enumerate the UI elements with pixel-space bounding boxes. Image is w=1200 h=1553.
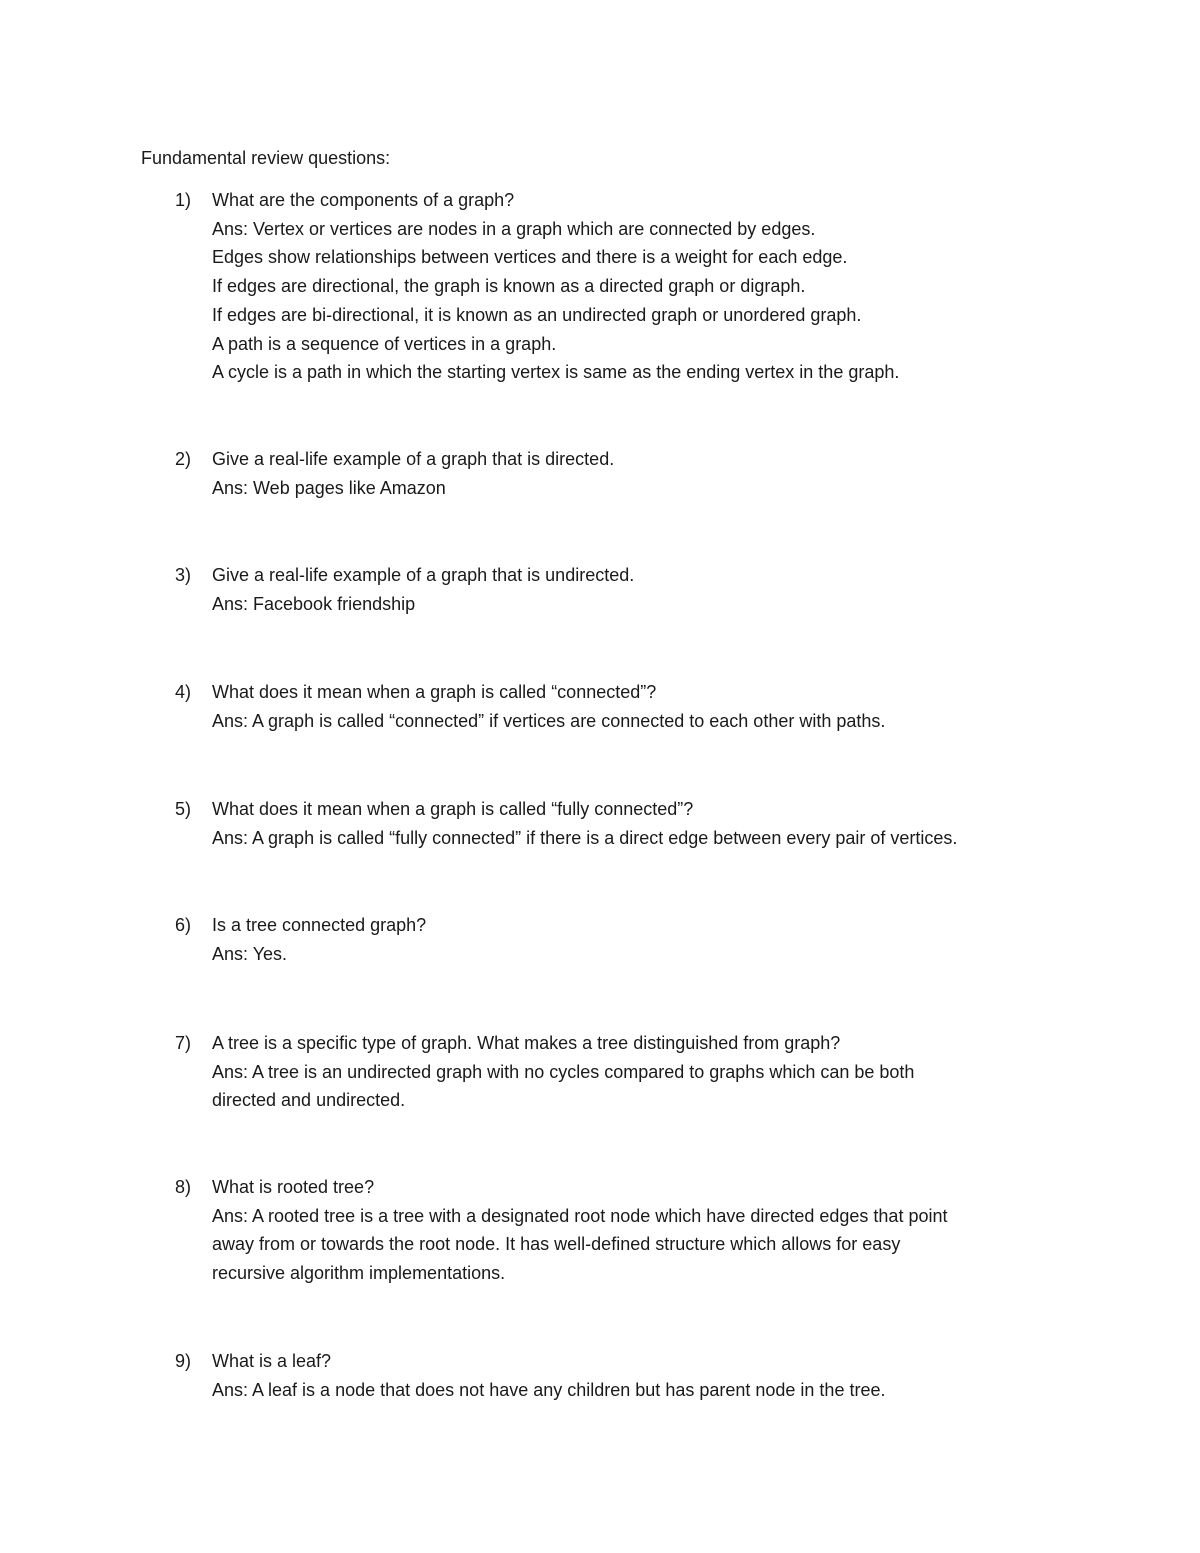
answer-line: directed and undirected. xyxy=(212,1090,406,1111)
question-number: 7) xyxy=(175,1033,192,1053)
question-body xyxy=(212,678,1062,735)
answer-line: Ans: A rooted tree is a tree with a designated root node which have directed edges that point xyxy=(212,1205,948,1226)
question-number: 2) xyxy=(175,449,192,469)
answer-line: A cycle is a path in which the starting vertex is same as the ending vertex in the graph. xyxy=(212,362,900,383)
answer-line: recursive algorithm implementations. xyxy=(212,1263,506,1284)
question-body xyxy=(212,445,1062,502)
answer-line: A path is a sequence of vertices in a graph. xyxy=(212,333,557,354)
question-body xyxy=(212,186,1062,387)
question-text: Give a real-life example of a graph that is undirected. xyxy=(212,565,635,585)
question-number: 9) xyxy=(175,1351,192,1371)
question-body xyxy=(212,1173,1062,1288)
answer-line: Edges show relationships between vertices and there is a weight for each edge. xyxy=(212,247,848,268)
question-text: What is a leaf? xyxy=(212,1351,332,1371)
answer-line: Ans: A graph is called “connected” if vertices are connected to each other with paths. xyxy=(212,710,886,731)
question-number: 1) xyxy=(175,190,192,210)
question-number: 6) xyxy=(175,915,192,935)
answer-line: Ans: Vertex or vertices are nodes in a graph which are connected by edges. xyxy=(212,218,816,239)
question-text: What does it mean when a graph is called “fully connected”? xyxy=(212,799,694,819)
question-body xyxy=(212,1347,1062,1404)
answer-line: Ans: A leaf is a node that does not have any children but has parent node in the tree. xyxy=(212,1379,886,1400)
question-text: A tree is a specific type of graph. What makes a tree distinguished from graph? xyxy=(212,1033,841,1053)
answer-line: Ans: A tree is an undirected graph with no cycles compared to graphs which can be both xyxy=(212,1061,915,1082)
question-number: 4) xyxy=(175,682,192,702)
answer-line: Ans: Yes. xyxy=(212,943,288,964)
answer-line: away from or towards the root node. It has well-defined structure which allows for easy xyxy=(212,1234,901,1255)
question-body xyxy=(212,561,1062,618)
question-text: What are the components of a graph? xyxy=(212,190,515,210)
question-body xyxy=(212,795,1062,852)
question-text: Give a real-life example of a graph that is directed. xyxy=(212,449,615,469)
question-number: 3) xyxy=(175,565,192,585)
answer-line: Ans: A graph is called “fully connected” if there is a direct edge between every pair of vertices. xyxy=(212,827,958,848)
question-text: Is a tree connected graph? xyxy=(212,915,427,935)
answer-line: Ans: Facebook friendship xyxy=(212,593,416,614)
question-number: 5) xyxy=(175,799,192,819)
question-body xyxy=(212,1029,1062,1115)
question-body xyxy=(212,911,1062,968)
document-heading: Fundamental review questions: xyxy=(141,148,391,168)
answer-line: If edges are bi-directional, it is known as an undirected graph or unordered graph. xyxy=(212,304,862,325)
question-text: What does it mean when a graph is called “connected”? xyxy=(212,682,657,702)
answer-line: Ans: Web pages like Amazon xyxy=(212,477,446,498)
question-number: 8) xyxy=(175,1177,192,1197)
question-text: What is rooted tree? xyxy=(212,1177,375,1197)
answer-line: If edges are directional, the graph is known as a directed graph or digraph. xyxy=(212,276,806,297)
